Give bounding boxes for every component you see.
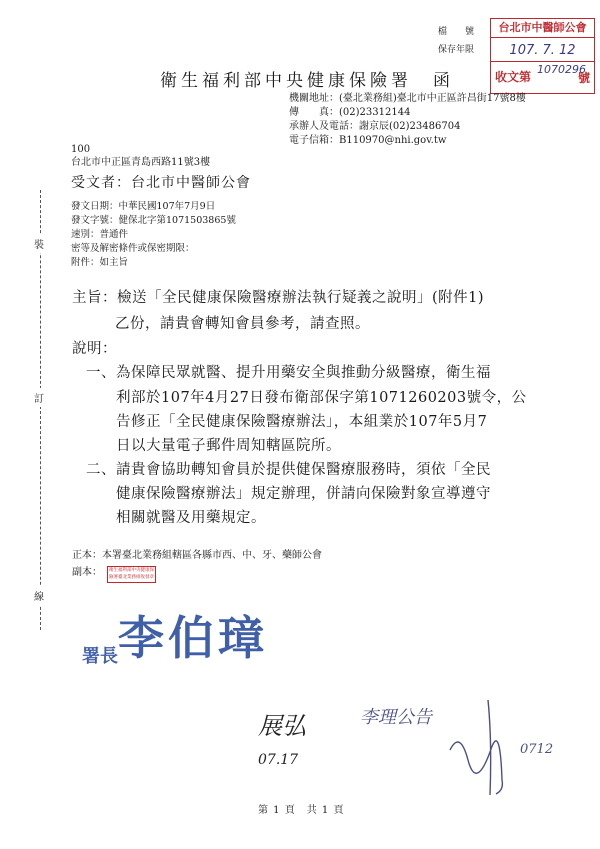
stamp-received-label: 收文第 — [495, 70, 532, 84]
recipient-to: 受文者：台北市中醫師公會 — [71, 175, 251, 191]
doc-number: 發文字號：健保北字第1071503865號 — [71, 215, 236, 226]
security-level: 密等及解密條件或保密期限： — [71, 243, 195, 254]
explanation-item1-line4: 日以大量電子郵件周知轄區院所。 — [116, 438, 341, 454]
explanation-item2-line1: 二、請貴會協助轉知會員於提供健保醫療服務時，須依「全民 — [86, 462, 491, 478]
handwritten-scribble — [430, 690, 520, 800]
explanation-item1-line2: 利部於107年4月27日發布衛部保字第1071260203號令，公 — [116, 390, 527, 406]
keep-period-label: 保存年限 — [438, 45, 475, 55]
explanation-item1-line3: 告修正「全民健康保險醫療辦法」，本組業於107年5月7 — [116, 414, 488, 430]
stamp-hao: 號 — [577, 71, 590, 85]
handwritten-date-2: 0712 — [520, 742, 554, 757]
distribution-copy: 副本： — [72, 567, 102, 578]
received-stamp — [490, 18, 595, 94]
stamp-date: 107. 7. 12 — [491, 39, 594, 62]
binding-char-top: 裝 — [34, 234, 44, 253]
copy-office-stamp: 衛生福利部中央健康保險署臺北業務組收發章 — [107, 566, 156, 583]
stamp-received-number: 1070296 — [537, 63, 586, 76]
sender-email: 電子信箱：B110970@nhi.gov.tw — [289, 135, 447, 146]
director-name: 李伯璋 — [118, 611, 268, 665]
binding-char-middle: 訂 — [34, 388, 44, 407]
distribution-main: 正本：本署臺北業務組轄區各縣市西、中、牙、藥師公會 — [72, 550, 322, 561]
subject-line-2: 乙份，請貴會轉知會員參考，請查照。 — [115, 316, 370, 332]
sender-address: 機關地址：(臺北業務組)臺北市中正區許昌街17號8樓 — [289, 93, 526, 104]
explanation-item1-line1: 一、為保障民眾就醫、提升用藥安全與推動分級醫療，衛生福 — [86, 365, 491, 381]
sender-fax: 傳 真：(02)23312144 — [289, 107, 411, 118]
postal-code: 100 — [71, 144, 91, 155]
document-title: 衛生福利部中央健康保險署 函 — [160, 71, 454, 91]
stamp-org: 台北市中醫師公會 — [491, 19, 594, 38]
director-signature — [82, 602, 268, 668]
recipient-address: 台北市中正區青島西路11號3樓 — [71, 157, 211, 168]
sender-contact: 承辦人及電話：謝京辰(02)23486704 — [289, 121, 461, 132]
issue-date: 發文日期：中華民國107年7月9日 — [71, 201, 216, 212]
file-number-label: 檔 號 — [438, 27, 475, 37]
subject-line-1: 主旨：檢送「全民健康保險醫療辦法執行疑義之說明」(附件1) — [72, 290, 485, 306]
attachment: 附件：如主旨 — [71, 257, 129, 268]
explanation-item2-line3: 相關就醫及用藥規定。 — [116, 510, 266, 526]
handwritten-note-1: 展弘 — [258, 712, 306, 740]
explanation-label: 說明： — [72, 341, 117, 357]
page-number: 第 1 頁 共 1 頁 — [258, 805, 345, 816]
speed: 速別：普通件 — [71, 229, 129, 240]
handwritten-note-2: 李理公告 — [360, 707, 432, 728]
binding-char-bottom: 線 — [34, 586, 44, 605]
handwritten-date-1: 07.17 — [258, 752, 299, 768]
binding-line — [40, 190, 41, 630]
director-role: 署長 — [82, 646, 118, 667]
explanation-item2-line2: 健康保險醫療辦法」規定辦理，併請向保險對象宣導遵守 — [116, 486, 491, 502]
